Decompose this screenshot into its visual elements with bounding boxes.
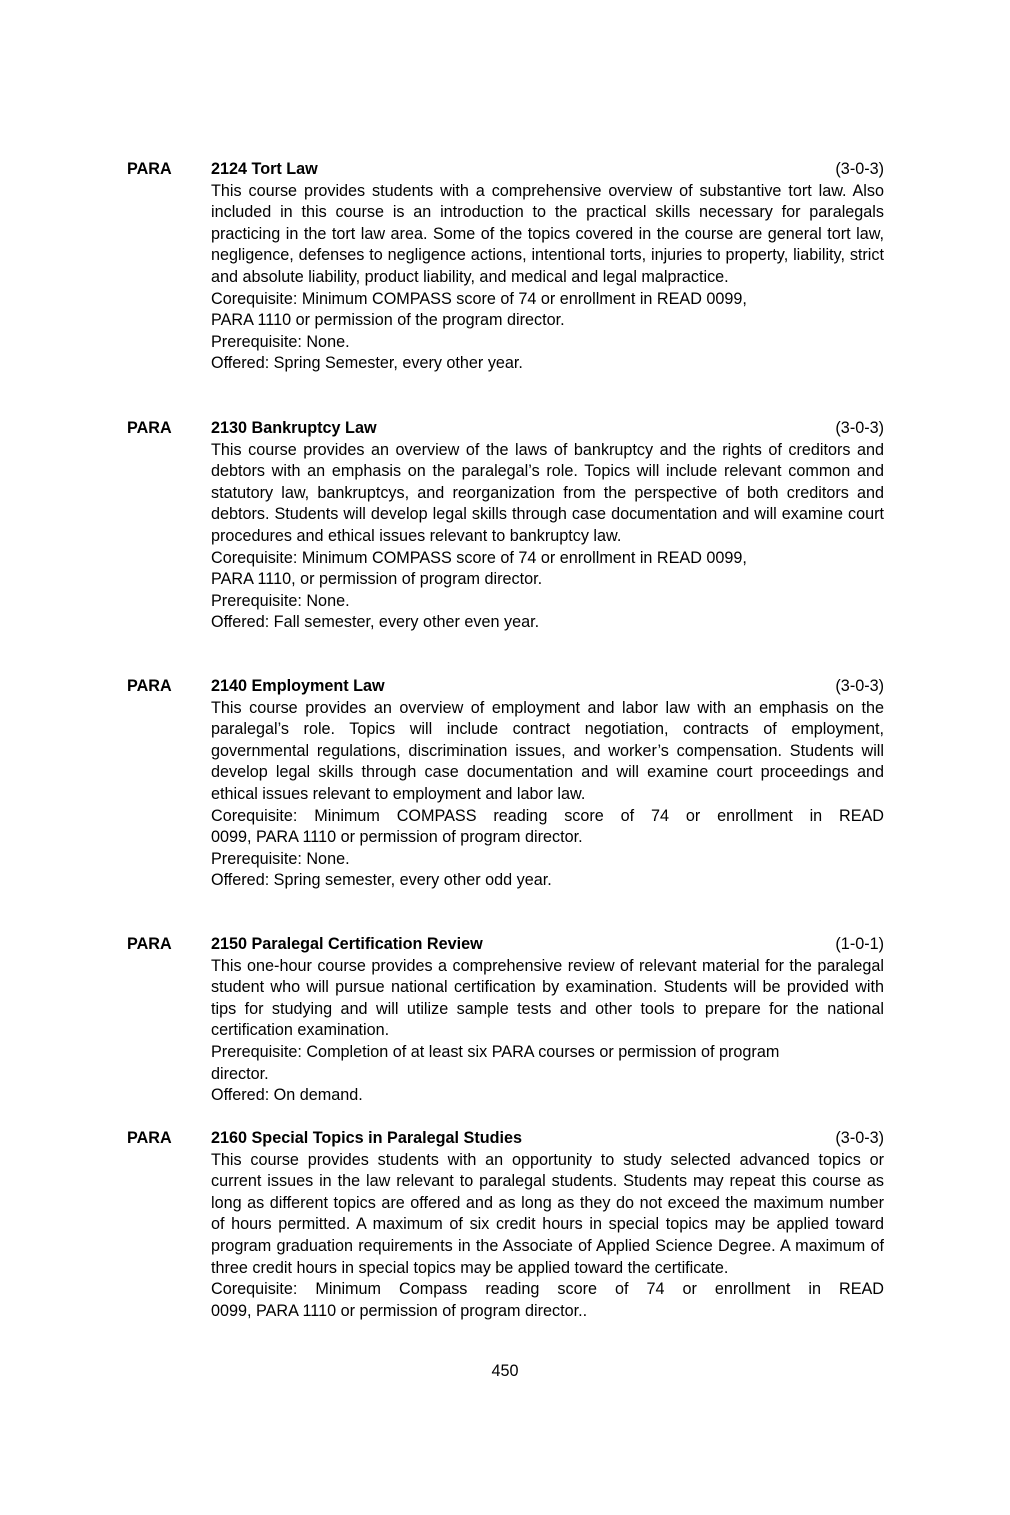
course-department: PARA xyxy=(127,1129,172,1147)
course-prerequisite: Prerequisite: Completion of at least six PARA courses or permission of program xyxy=(211,1042,780,1061)
course-department: PARA xyxy=(127,677,172,695)
course-body xyxy=(211,1150,884,1323)
course-credits: (3-0-3) xyxy=(835,1129,884,1147)
course-credits: (3-0-3) xyxy=(835,677,884,695)
course-prerequisite: Prerequisite: None. xyxy=(211,591,350,610)
course-description: This one-hour course provides a comprehensive review of relevant material for the paralegal student who will pursue national certification by examination. Students will be provided with tips for studying and will utilize sample tests and other tools to prepare for the national certification examination. xyxy=(211,956,884,1040)
course-offered: Offered: Fall semester, every other even year. xyxy=(211,613,540,632)
course-entry-para-2130 xyxy=(127,418,884,634)
course-heading xyxy=(127,159,884,181)
course-heading xyxy=(127,418,884,440)
course-corequisite: Corequisite: Minimum COMPASS score of 74 or enrollment in READ 0099, xyxy=(211,548,747,567)
course-prerequisite-continued: director. xyxy=(211,1064,269,1083)
course-department: PARA xyxy=(127,160,172,178)
course-offered: Offered: Spring semester, every other odd year. xyxy=(211,871,552,890)
course-body xyxy=(211,440,884,634)
course-department: PARA xyxy=(127,935,172,953)
course-entry-para-2160 xyxy=(127,1128,884,1322)
course-prerequisite: Prerequisite: None. xyxy=(211,849,350,868)
course-description: This course provides students with an opportunity to study selected advanced topics or current issues in the law relevant to paralegal students. Students may repeat this course as long as different topics are offered and as long as they do not exceed the maximum number of hours permitted. A maximum of six credit hours in special topics may be applied toward program graduation requirements in the Associate of Applied Science Degree. A maximum of three credit hours in special topics may be applied toward the certificate. xyxy=(211,1150,884,1277)
course-body xyxy=(211,698,884,892)
course-heading xyxy=(127,1128,884,1150)
course-prerequisite: Prerequisite: None. xyxy=(211,332,350,351)
course-credits: (3-0-3) xyxy=(835,160,884,178)
course-entry-para-2140 xyxy=(127,676,884,892)
course-description: This course provides an overview of employment and labor law with an emphasis on the paralegal’s role. Topics will include contract negotiation, contracts of employment, governmental regulations, discrimination issues, and worker’s compensation. Students will develop legal skills through case documentation and will examine court proceedings and ethical issues relevant to employment and labor law. xyxy=(211,698,884,803)
course-title: 2150 Paralegal Certification Review xyxy=(211,935,483,953)
course-entry-para-2150 xyxy=(127,934,884,1107)
course-description: This course provides an overview of the laws of bankruptcy and the rights of creditors and debtors with an emphasis on the paralegal’s role. Topics will include relevant common and statutory law, bankruptcys, and reorganization from the perspective of both creditors and debtors. Students will develop legal skills through case documentation and will examine court procedures and ethical issues relevant to bankruptcy law. xyxy=(211,440,884,545)
course-body xyxy=(211,956,884,1107)
course-credits: (1-0-1) xyxy=(835,935,884,953)
course-entry-para-2124 xyxy=(127,159,884,375)
course-corequisite-continued: 0099, PARA 1110 or permission of program director.. xyxy=(211,1301,588,1320)
course-corequisite: Corequisite: Minimum COMPASS reading score of 74 or enrollment in READ xyxy=(211,806,884,825)
course-offered: Offered: Spring Semester, every other year. xyxy=(211,354,523,373)
course-description: This course provides students with a comprehensive overview of substantive tort law. Also included in this course is an introduction to the practical skills necessary for paralegals practicing in the tort law area. Some of the topics covered in the course are general tort law, negligence, defenses to negligence actions, intentional torts, injuries to property, liability, strict and absolute liability, product liability, and medical and legal malpractice. xyxy=(211,181,884,286)
course-offered: Offered: On demand. xyxy=(211,1086,363,1105)
course-corequisite-continued: PARA 1110 or permission of the program director. xyxy=(211,311,565,330)
course-title: 2124 Tort Law xyxy=(211,160,318,178)
course-department: PARA xyxy=(127,419,172,437)
course-corequisite-continued: PARA 1110, or permission of program director. xyxy=(211,570,543,589)
course-heading xyxy=(127,676,884,698)
course-title: 2140 Employment Law xyxy=(211,677,385,695)
course-body xyxy=(211,181,884,375)
course-title: 2130 Bankruptcy Law xyxy=(211,419,377,437)
course-corequisite: Corequisite: Minimum COMPASS score of 74 or enrollment in READ 0099, xyxy=(211,289,747,308)
course-corequisite: Corequisite: Minimum Compass reading score of 74 or enrollment in READ xyxy=(211,1280,884,1299)
course-heading xyxy=(127,934,884,956)
course-title: 2160 Special Topics in Paralegal Studies xyxy=(211,1129,522,1147)
course-corequisite-continued: 0099, PARA 1110 or permission of program director. xyxy=(211,828,583,847)
course-credits: (3-0-3) xyxy=(835,419,884,437)
page-number: 450 xyxy=(491,1362,519,1380)
